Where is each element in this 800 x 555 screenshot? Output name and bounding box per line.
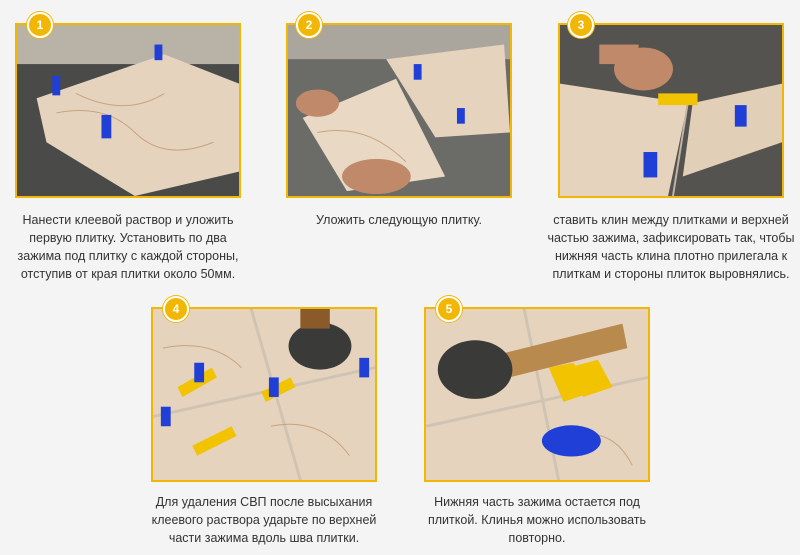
step-2-badge: 2 (296, 12, 322, 38)
step-3-badge: 3 (568, 12, 594, 38)
step-5-photo (424, 307, 650, 482)
step-1-badge: 1 (27, 12, 53, 38)
step-3-caption: ставить клин между плитками и верхней частью зажима, зафиксировать так, чтобы нижняя часть клина плотно прилегала к плиткам и стороны плиток выровнялись. (547, 213, 795, 281)
step-1-caption: Нанести клеевой раствор и уложить первую плитку. Установить по два зажима под плитку с каждой стороны, отступив от края плитки около 50мм. (17, 213, 239, 281)
step-4-caption: Для удаления СВП после высыхания клеевого раствора ударьте по верхней части зажима вдоль шва плитки. (151, 495, 377, 545)
step-4-badge: 4 (163, 296, 189, 322)
step-1-photo (15, 23, 241, 198)
step-3-photo (558, 23, 784, 198)
step-5-badge: 5 (436, 296, 462, 322)
step-5-caption: Нижняя часть зажима остается под плиткой. Клинья можно использовать повторно. (427, 495, 646, 545)
step-4-photo (151, 307, 377, 482)
step-2-photo (286, 23, 512, 198)
step-2-caption: Уложить следующую плитку. (316, 213, 482, 227)
